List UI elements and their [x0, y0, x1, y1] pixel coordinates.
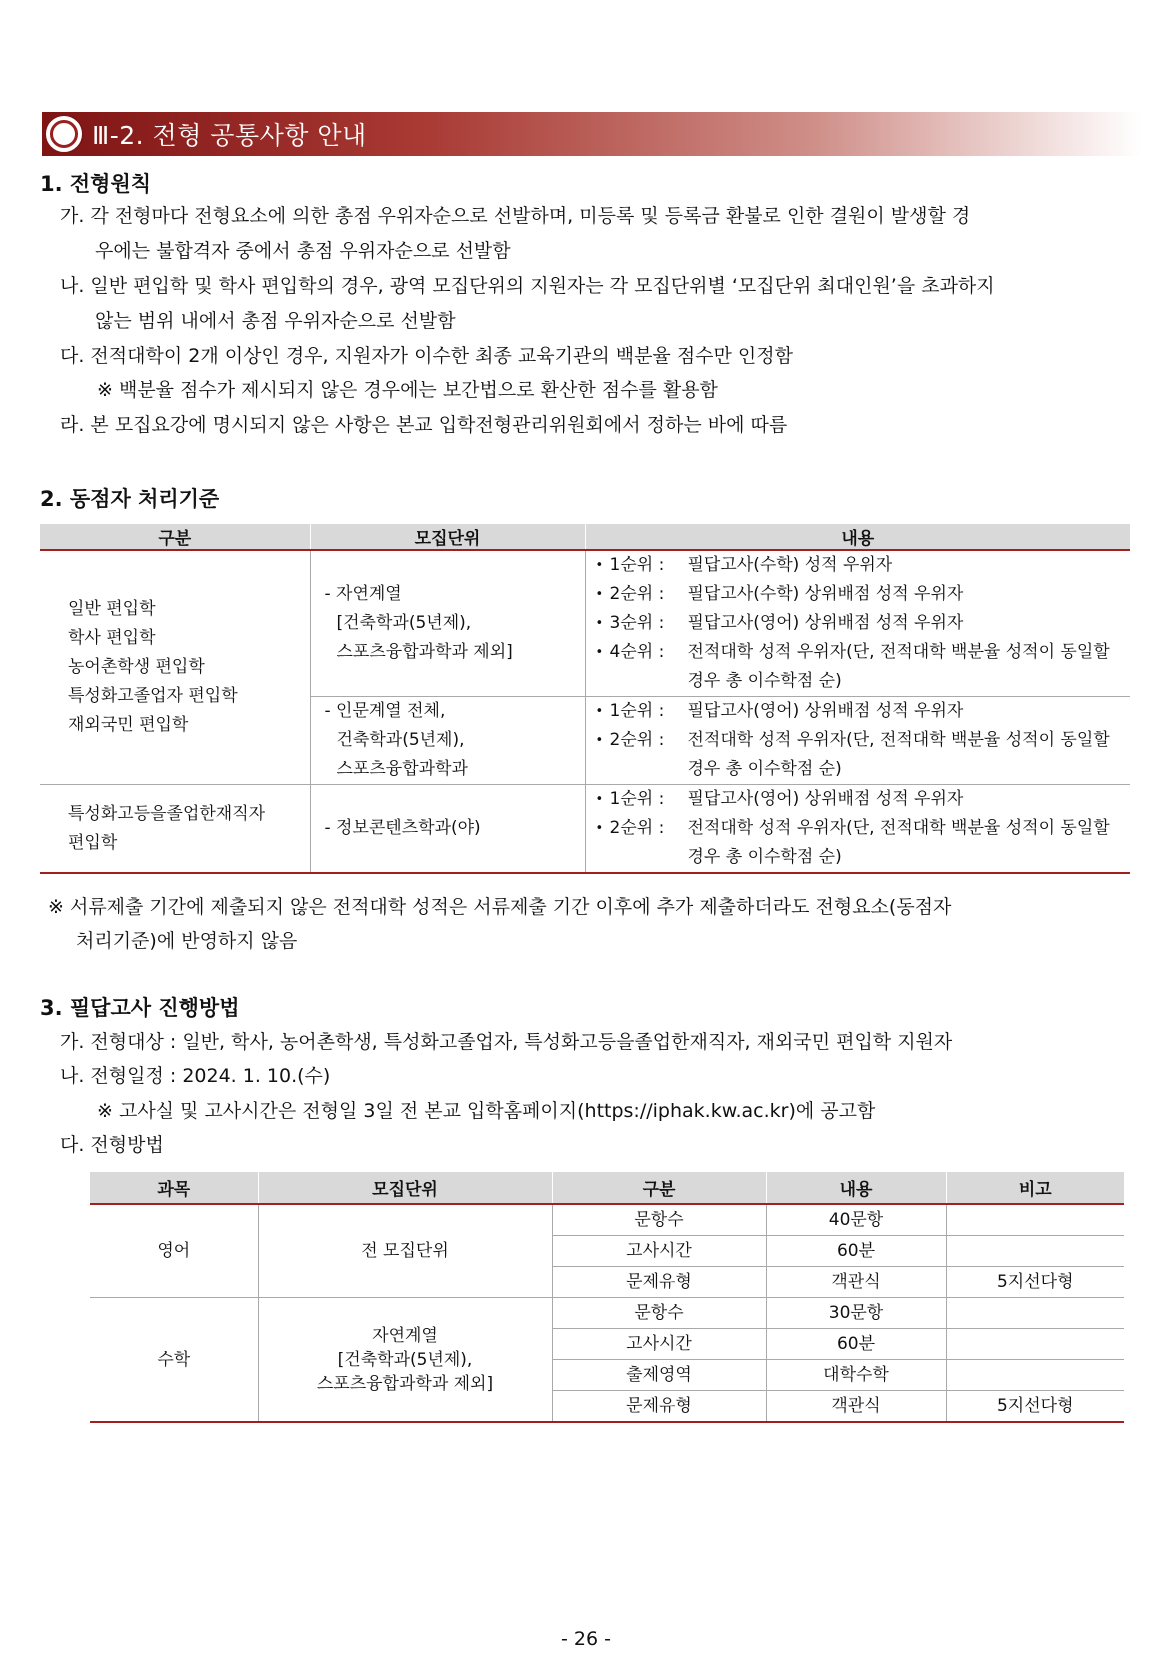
unit-line: 스포츠융합과학과 제외] [316, 1373, 494, 1394]
content-cell [585, 785, 1130, 874]
note-cell [946, 1360, 1124, 1391]
s1-item-na-line2: 않는 범위 내에서 총점 우위자순으로 선발함 [95, 310, 456, 332]
bullet-icon: • [595, 733, 604, 748]
criteria-item: • 2순위 : 전적대학 성적 우위자(단, 전적대학 백분율 성적이 동일할 경우 총 이수학점 순) [596, 814, 1131, 872]
criteria-item: • 2순위 : 전적대학 성적 우위자(단, 전적대학 백분율 성적이 동일할 경우 총 이수학점 순) [596, 726, 1131, 784]
bullet-icon: • [595, 704, 604, 719]
s1-item-da-line1: 다. 전적대학이 2개 이상인 경우, 지원자가 이수한 최종 교육기관의 백분율 점수만 인정함 [60, 345, 793, 367]
unit-line: 건축학과(5년제), [336, 730, 465, 750]
content-cell [585, 550, 1130, 697]
content-cell [585, 697, 1130, 785]
tiebreak-table [40, 524, 1130, 874]
exam-method-table [90, 1172, 1124, 1423]
table-header-row [40, 524, 1130, 550]
type-cell: 출제영역 [552, 1360, 766, 1391]
bullet-icon: • [595, 821, 604, 836]
table-row [40, 550, 1130, 697]
type-cell: 문제유형 [552, 1267, 766, 1298]
note-cell: 5지선다형 [946, 1267, 1124, 1298]
criteria-item: • 3순위 : 필답고사(영어) 상위배점 성적 우위자 [596, 609, 1131, 638]
unit-line: - 자연계열 [324, 584, 402, 604]
content-cell: 객관식 [766, 1267, 946, 1298]
criteria-item: • 1순위 : 필답고사(수학) 성적 우위자 [596, 551, 1131, 580]
bullet-icon: • [595, 587, 604, 602]
note-cell [946, 1236, 1124, 1267]
emblem-ring [50, 120, 78, 148]
type-cell: 고사시간 [552, 1236, 766, 1267]
s2-note-line1: ※ 서류제출 기간에 제출되지 않은 전적대학 성적은 서류제출 기간 이후에 추가 제출하더라도 전형요소(동점자 [48, 896, 952, 918]
unit-line: [건축학과(5년제), [337, 1349, 473, 1370]
unit-line: 스포츠융합과학과 제외] [336, 642, 513, 662]
s2-heading: 2. 동점자 처리기준 [40, 487, 220, 511]
s1-heading: 1. 전형원칙 [40, 172, 152, 196]
bullet-icon: • [595, 792, 604, 807]
s1-item-na-line1: 나. 일반 편입학 및 학사 편입학의 경우, 광역 모집단위의 지원자는 각 모집단위별 ‘모집단위 최대인원’을 초과하지 [60, 275, 995, 297]
type-cell: 문항수 [552, 1204, 766, 1236]
col-header-note: 비고 [946, 1172, 1124, 1204]
type-cell: 문제유형 [552, 1391, 766, 1423]
content-cell: 40문항 [766, 1204, 946, 1236]
note-cell [946, 1298, 1124, 1329]
table-header-row [90, 1172, 1124, 1204]
unit-line: 자연계열 [372, 1325, 438, 1346]
category-cell [40, 550, 310, 785]
col-header-unit: 모집단위 [310, 524, 585, 550]
category-line: 특성화고졸업자 편입학 [68, 686, 238, 706]
unit-line: 스포츠융합과학과 [336, 759, 468, 779]
category-line: 재외국민 편입학 [68, 715, 189, 735]
s1-item-ga-line2: 우에는 불합격자 중에서 총점 우위자순으로 선발함 [95, 240, 511, 262]
s1-item-da-note: ※ 백분율 점수가 제시되지 않은 경우에는 보간법으로 환산한 점수를 활용함 [97, 379, 718, 401]
col-header-subject: 과목 [90, 1172, 258, 1204]
bullet-icon: • [595, 645, 604, 660]
s1-item-ra: 라. 본 모집요강에 명시되지 않은 사항은 본교 입학전형관리위원회에서 정하는 바에 따름 [60, 414, 788, 436]
section-banner [42, 112, 1142, 156]
category-line: 일반 편입학 [68, 599, 156, 619]
university-emblem-icon [44, 114, 84, 154]
col-header-content: 내용 [766, 1172, 946, 1204]
col-header-type: 구분 [552, 1172, 766, 1204]
subject-cell: 수학 [90, 1298, 258, 1423]
content-cell: 60분 [766, 1236, 946, 1267]
criteria-item: • 1순위 : 필답고사(영어) 상위배점 성적 우위자 [596, 785, 1131, 814]
unit-line: [건축학과(5년제), [336, 613, 472, 633]
unit-cell [258, 1298, 552, 1423]
s2-note-line2: 처리기준)에 반영하지 않음 [76, 930, 298, 952]
subject-cell: 영어 [90, 1204, 258, 1298]
col-header-content: 내용 [585, 524, 1130, 550]
s1-item-ga-line1: 가. 각 전형마다 전형요소에 의한 총점 우위자순으로 선발하며, 미등록 및 등록금 환불로 인한 결원이 발생할 경 [60, 205, 971, 227]
criteria-item: • 1순위 : 필답고사(영어) 상위배점 성적 우위자 [596, 697, 1131, 726]
unit-cell [310, 550, 585, 697]
unit-cell [310, 785, 585, 874]
criteria-item: • 4순위 : 전적대학 성적 우위자(단, 전적대학 백분율 성적이 동일할 경우 총 이수학점 순) [596, 638, 1131, 696]
category-line: 학사 편입학 [68, 628, 156, 648]
unit-line: - 인문계열 전체, [324, 701, 446, 721]
table-row [90, 1204, 1124, 1236]
unit-cell [310, 697, 585, 785]
type-cell: 고사시간 [552, 1329, 766, 1360]
unit-cell: 전 모집단위 [258, 1204, 552, 1298]
table-row [90, 1298, 1124, 1329]
content-cell: 30문항 [766, 1298, 946, 1329]
content-cell: 객관식 [766, 1391, 946, 1423]
content-cell: 60분 [766, 1329, 946, 1360]
criteria-item: • 2순위 : 필답고사(수학) 상위배점 성적 우위자 [596, 580, 1131, 609]
col-header-unit: 모집단위 [258, 1172, 552, 1204]
type-cell: 문항수 [552, 1298, 766, 1329]
category-line: 농어촌학생 편입학 [68, 657, 205, 677]
section-title: Ⅲ-2. 전형 공통사항 안내 [92, 121, 367, 150]
note-cell [946, 1329, 1124, 1360]
note-cell: 5지선다형 [946, 1391, 1124, 1423]
s3-item-na: 나. 전형일정 : 2024. 1. 10.(수) [60, 1065, 331, 1087]
bullet-icon: • [595, 558, 604, 573]
s3-item-na-note: ※ 고사실 및 고사시간은 전형일 3일 전 본교 입학홈페이지(https://iphak.kw.ac.kr)에 공고함 [97, 1100, 876, 1122]
category-line: 편입학 [68, 832, 118, 853]
category-line: 특성화고등을졸업한재직자 [68, 803, 266, 824]
table-row [40, 785, 1130, 874]
unit-line: - 정보콘텐츠학과(야) [324, 818, 481, 838]
s3-item-ga: 가. 전형대상 : 일반, 학사, 농어촌학생, 특성화고졸업자, 특성화고등을졸업한재직자, 재외국민 편입학 지원자 [60, 1031, 953, 1053]
s3-item-da: 다. 전형방법 [60, 1134, 164, 1156]
col-header-category: 구분 [40, 524, 310, 550]
page-number: - 26 - [561, 1628, 611, 1650]
bullet-icon: • [595, 616, 604, 631]
content-cell: 대학수학 [766, 1360, 946, 1391]
s3-heading: 3. 필답고사 진행방법 [40, 996, 240, 1020]
category-cell [40, 785, 310, 874]
note-cell [946, 1204, 1124, 1236]
